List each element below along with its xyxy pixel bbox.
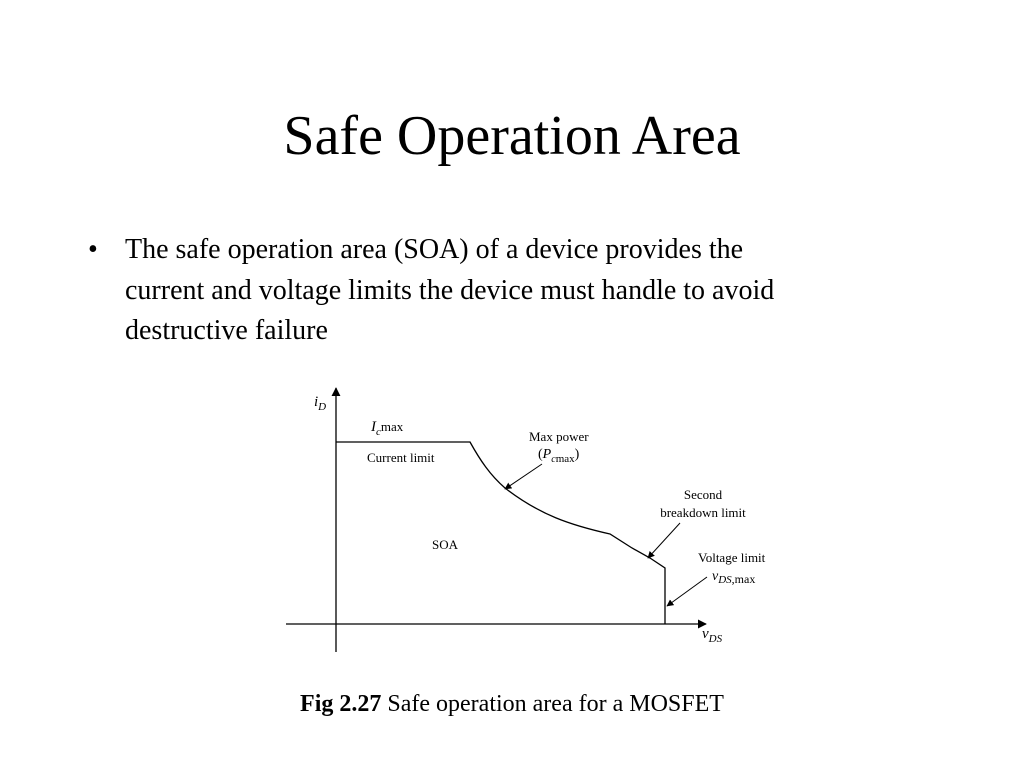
slide-title: Safe Operation Area	[283, 105, 741, 167]
figure-caption-label: Fig 2.27	[300, 691, 382, 717]
max-power-label: Max power	[529, 429, 589, 444]
current-limit-label: Current limit	[367, 450, 435, 465]
y-axis-label: $i_D$	[314, 394, 327, 413]
soa-boundary	[336, 442, 665, 624]
max-power-formula: $(P_c\max)$	[538, 447, 580, 465]
figure-caption-text: Safe operation area for a MOSFET	[381, 691, 724, 717]
voltage-limit-label: Voltage limit	[698, 550, 766, 565]
second-breakdown-label: Second	[683, 487, 723, 502]
soa-diagram	[280, 380, 800, 660]
current-max-label: $I_c\max$	[371, 419, 404, 438]
voltage-limit-formula: $v_{DS},\max$	[712, 569, 756, 586]
bullet-line: destructive failure	[125, 315, 328, 346]
max-power-arrow	[505, 464, 542, 489]
second-breakdown-arrow	[648, 523, 680, 558]
x-axis-label: $v_{DS}$	[702, 626, 723, 645]
figure-caption	[0, 688, 1024, 720]
soa-region-label: SOA	[432, 537, 459, 552]
second-breakdown-label-2: breakdown limit	[660, 505, 746, 520]
bullet-list	[88, 230, 948, 352]
voltage-limit-arrow	[667, 577, 707, 606]
bullet-line: The safe operation area (SOA) of a device provides the	[125, 234, 744, 265]
bullet-item	[88, 230, 948, 352]
bullet-marker: •	[88, 234, 98, 265]
bullet-line: current and voltage limits the device must handle to avoid	[125, 274, 775, 306]
